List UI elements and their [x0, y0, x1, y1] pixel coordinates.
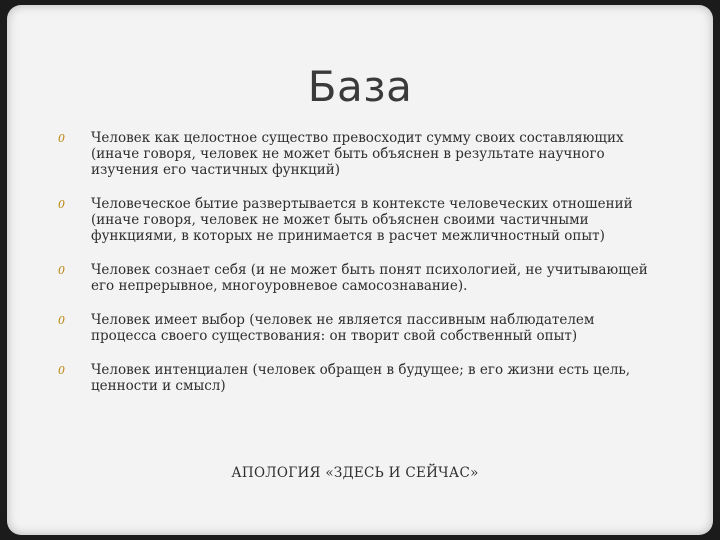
- bullet-item: [58, 312, 658, 344]
- bullet-item: [58, 362, 658, 394]
- bullet-text: Человек как целостное существо превосходит сумму своих составляющих (иначе говоря, человек не может быть объяснен в результате научного изучения его частичных функций): [91, 130, 624, 178]
- bullet-marker-icon: 0: [58, 198, 65, 211]
- bullet-marker-icon: 0: [58, 264, 65, 277]
- slide-title: База: [307, 62, 413, 111]
- bullet-text: Человеческое бытие развертывается в контексте человеческих отношений (иначе говоря, человек не может быть объяснен своими частичными функциями, в которых не принимается в расчет межличностный опыт): [91, 196, 633, 244]
- bullet-item: [58, 196, 658, 244]
- bullet-text: Человек сознает себя (и не может быть понят психологией, не учитывающей его непрерывное, многоуровневое самосознавание).: [91, 262, 648, 294]
- bullet-item: [58, 130, 658, 178]
- bullet-text: Человек имеет выбор (человек не является пассивным наблюдателем процесса своего существования: он творит свой собственный опыт): [91, 312, 595, 344]
- bullet-item: [58, 262, 658, 294]
- bullet-marker-icon: 0: [58, 364, 65, 377]
- bullet-marker-icon: 0: [58, 314, 65, 327]
- bullet-marker-icon: 0: [58, 132, 65, 145]
- slide-footer: АПОЛОГИЯ «ЗДЕСЬ И СЕЙЧАС»: [231, 465, 479, 481]
- bullet-text: Человек интенциален (человек обращен в будущее; в его жизни есть цель, ценности и смысл): [91, 362, 631, 394]
- bullet-list: [58, 130, 658, 394]
